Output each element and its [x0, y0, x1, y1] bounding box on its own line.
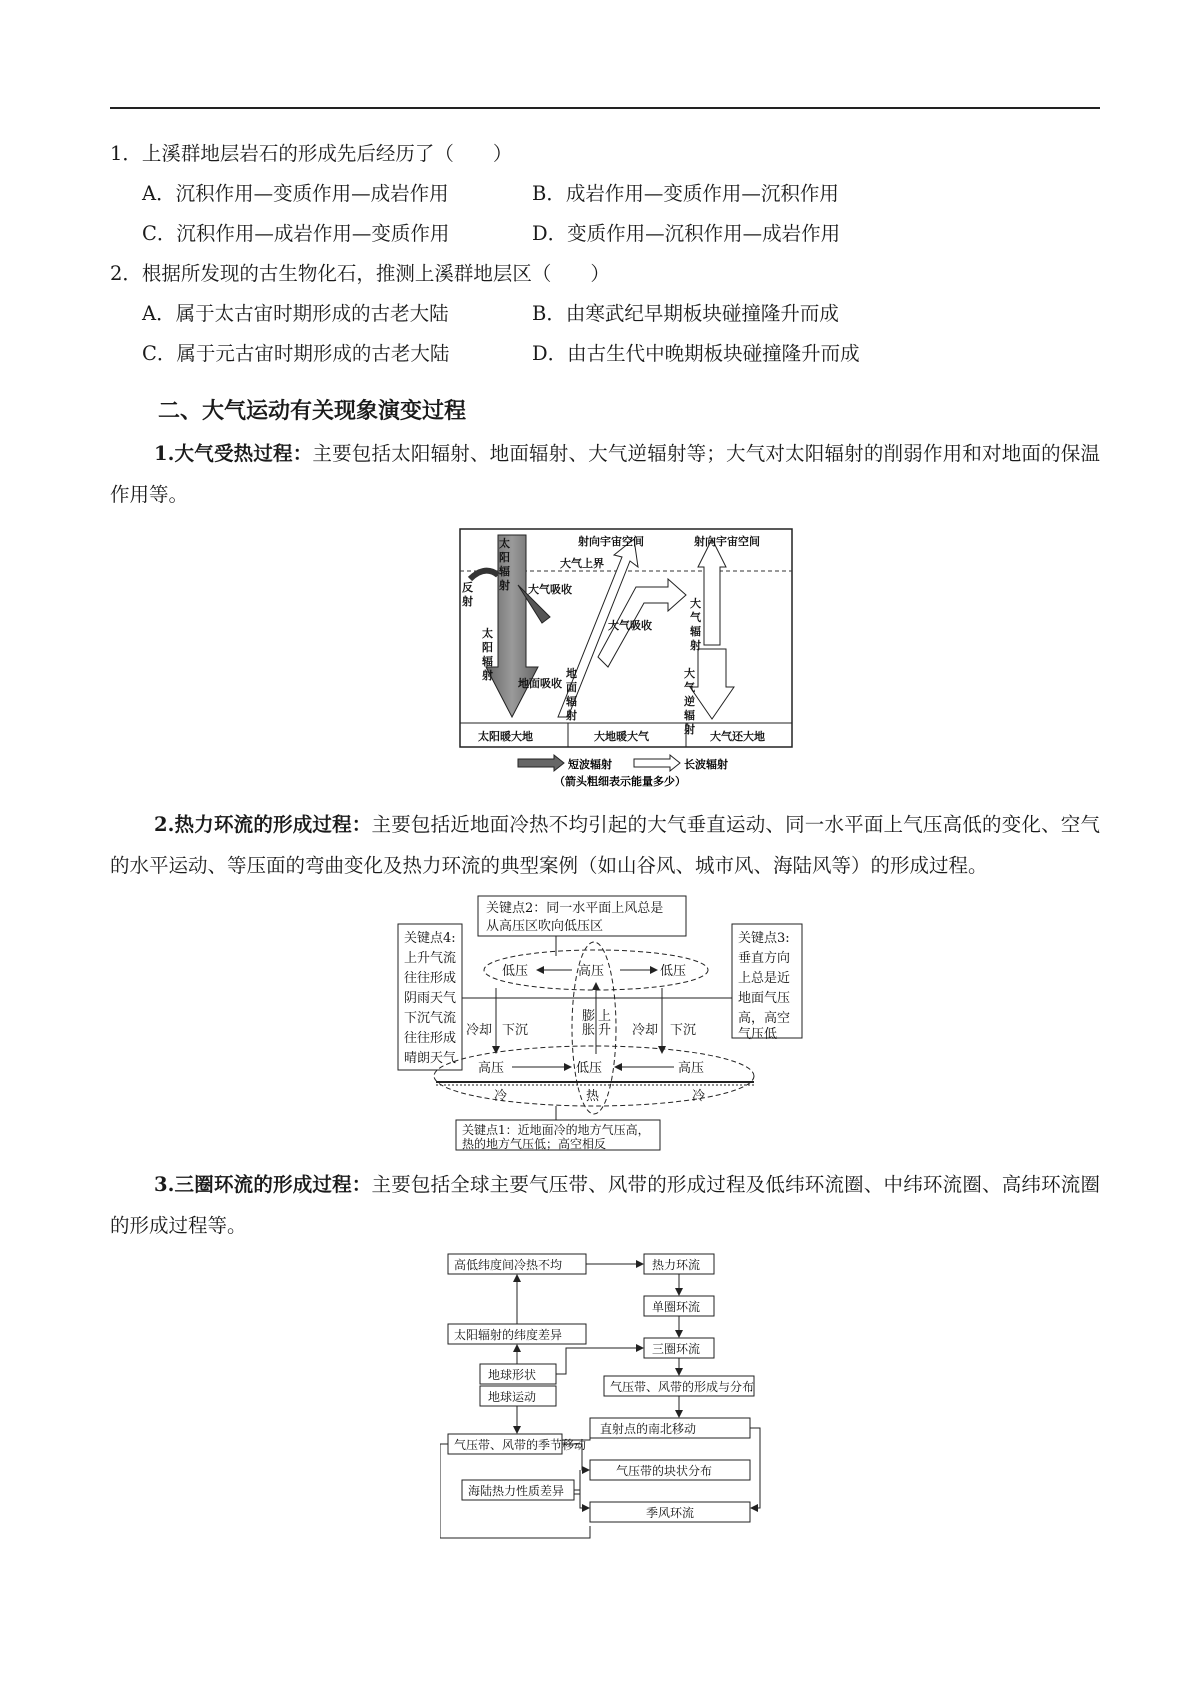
key-point-3-line-4: 地面气压 — [738, 991, 791, 1006]
paragraph-body: 主要包括太阳辐射、地面辐射、大气逆辐射等；大气对太阳辐射的削弱作用和对地面的保温作用等。 — [110, 442, 1100, 506]
cold-left: 冷 — [494, 1089, 508, 1104]
paragraph-heading: 3.三圈环流的形成过程： — [154, 1173, 372, 1196]
cool-left: 冷却 — [466, 1023, 493, 1038]
question-1-option-a[interactable]: A．沉积作用—变质作用—成岩作用 — [142, 182, 449, 205]
lower-high-right: 高压 — [678, 1061, 705, 1076]
text-single-cell: 单圈环流 — [652, 1300, 701, 1314]
key-point-4-line-7: 晴朗天气 — [404, 1051, 457, 1066]
expand-text: 膨胀 — [582, 1009, 596, 1038]
upper-high: 高压 — [578, 964, 605, 979]
text-monsoon: 季风环流 — [646, 1506, 695, 1520]
key-point-4-line-3: 往往形成 — [404, 971, 457, 986]
down-right: 下沉 — [670, 1023, 697, 1038]
text-belts-blocks: 气压带的块状分布 — [616, 1464, 713, 1478]
question-2-option-d[interactable]: D．由古生代中晚期板块碰撞隆升而成 — [532, 342, 860, 365]
label-space-2: 射向宇宙空间 — [694, 535, 760, 548]
key-point-1-line-2: 热的地方气压低；高空相反 — [462, 1137, 607, 1151]
key-point-3-line-6: 气压低 — [738, 1027, 778, 1042]
question-1-option-d[interactable]: D．变质作用—沉积作用—成岩作用 — [532, 222, 841, 245]
upper-low-left: 低压 — [502, 964, 529, 979]
label-solar-radiation: 太阳辐射 — [482, 627, 493, 682]
label-air-returns-earth: 大气还大地 — [710, 730, 765, 743]
question-2-stem: 2．根据所发现的古生物化石，推测上溪群地层区（ ） — [110, 262, 610, 285]
paragraph-body: 主要包括近地面冷热不均引起的大气垂直运动、同一水平面上气压高低的变化、空气的水平运动、等压面的弯曲变化及热力环流的典型案例（如山谷风、城市风、海陆风等）的形成过程。 — [110, 813, 1100, 877]
key-point-4-line-6: 往往形成 — [404, 1031, 457, 1046]
legend-note: （箭头粗细表示能量多少） — [554, 775, 686, 788]
text-subsolar-shift: 气压带、风带的季节移动 — [454, 1438, 587, 1452]
key-point-3-line-5: 高，高空 — [738, 1011, 791, 1026]
rise-text: 上升 — [598, 1009, 612, 1038]
header-rule — [110, 107, 1100, 109]
section-title: 二、大气运动有关现象演变过程 — [158, 399, 467, 424]
label-counter-radiation: 大气逆辐射 — [684, 667, 695, 736]
key-point-1-line-1: 关键点1：近地面冷的地方气压高， — [462, 1123, 650, 1137]
legend-longwave: 长波辐射 — [684, 758, 728, 771]
upper-low-right: 低压 — [660, 964, 687, 979]
question-2-option-c[interactable]: C．属于元古宙时期形成的古老大陆 — [142, 342, 450, 365]
paragraph-atmosphere-heating — [110, 433, 1100, 515]
key-point-4-line-4: 阴雨天气 — [404, 991, 457, 1006]
question-1-option-b[interactable]: B．成岩作用—变质作用—沉积作用 — [532, 182, 839, 205]
lower-low: 低压 — [576, 1061, 603, 1076]
thermal-circulation-diagram — [396, 894, 836, 1152]
text-solar-latitude: 太阳辐射的纬度差异 — [454, 1328, 563, 1342]
text-earth-motion: 地球运动 — [488, 1390, 537, 1404]
legend-shortwave-swatch — [518, 755, 564, 771]
label-atmosphere-absorb-2: 大气吸收 — [608, 619, 652, 632]
question-1-option-c[interactable]: C．沉积作用—成岩作用—变质作用 — [142, 222, 450, 245]
key-point-2-line-1: 关键点2：同一水平面上风总是 — [486, 901, 664, 916]
paragraph-body: 主要包括全球主要气压带、风带的形成过程及低纬环流圈、中纬环流圈、高纬环流圈的形成过程等。 — [110, 1173, 1100, 1237]
cool-right: 冷却 — [632, 1023, 659, 1038]
three-cell-flowchart — [440, 1252, 780, 1544]
paragraph-heading: 2.热力环流的形成过程： — [154, 813, 372, 836]
key-point-4-line-1: 关键点4: — [404, 931, 456, 946]
label-upper-atmosphere: 大气上界 — [560, 557, 604, 570]
label-atmosphere-absorb: 大气吸收 — [528, 583, 572, 596]
label-space-1: 射向宇宙空间 — [578, 535, 644, 548]
paragraph-thermal-circulation — [110, 804, 1100, 886]
key-point-3-line-3: 上总是近 — [738, 971, 791, 986]
question-2-option-a[interactable]: A．属于太古宙时期形成的古老大陆 — [142, 302, 449, 325]
label-atmosphere-radiation: 大气辐射 — [690, 597, 701, 652]
key-point-3-line-2: 垂直方向 — [738, 951, 791, 966]
paragraph-three-cell-circulation — [110, 1164, 1100, 1246]
key-point-4-line-5: 下沉气流 — [404, 1011, 457, 1026]
text-latitude-heat: 高低纬度间冷热不均 — [454, 1258, 563, 1272]
legend-longwave-swatch — [634, 755, 680, 771]
text-three-cell: 三圈环流 — [652, 1342, 701, 1356]
lower-high-left: 高压 — [478, 1061, 505, 1076]
text-thermal-circulation: 热力环流 — [652, 1258, 701, 1272]
key-point-2-line-2: 从高压区吹向低压区 — [486, 919, 604, 934]
paragraph-heading: 1.大气受热过程： — [154, 442, 313, 465]
label-ground-absorb: 地面吸收 — [518, 677, 562, 690]
text-land-sea: 海陆热力性质差异 — [468, 1484, 565, 1498]
atmosphere-heating-diagram — [458, 527, 798, 789]
text-belts-seasonal: 直射点的南北移动 — [600, 1422, 697, 1436]
question-1-stem: 1．上溪群地层岩石的形成先后经历了（ ） — [110, 142, 513, 165]
key-point-3-line-1: 关键点3: — [738, 931, 790, 946]
label-sun-top: 太阳辐射 — [499, 537, 510, 592]
label-ground-radiation: 地面辐射 — [566, 667, 577, 722]
text-earth-shape: 地球形状 — [488, 1368, 537, 1382]
label-reflect: 反射 — [462, 581, 473, 608]
question-2-option-b[interactable]: B．由寒武纪早期板块碰撞隆升而成 — [532, 302, 839, 325]
legend-shortwave: 短波辐射 — [568, 758, 612, 771]
key-point-4-line-2: 上升气流 — [404, 951, 457, 966]
label-sun-warms-earth: 太阳暖大地 — [478, 730, 533, 743]
cold-right: 冷 — [692, 1089, 706, 1104]
down-left: 下沉 — [502, 1023, 529, 1038]
label-earth-warms-air: 大地暖大气 — [594, 730, 649, 743]
text-belts-formation: 气压带、风带的形成与分布 — [610, 1380, 755, 1394]
hot-center: 热 — [586, 1089, 600, 1104]
